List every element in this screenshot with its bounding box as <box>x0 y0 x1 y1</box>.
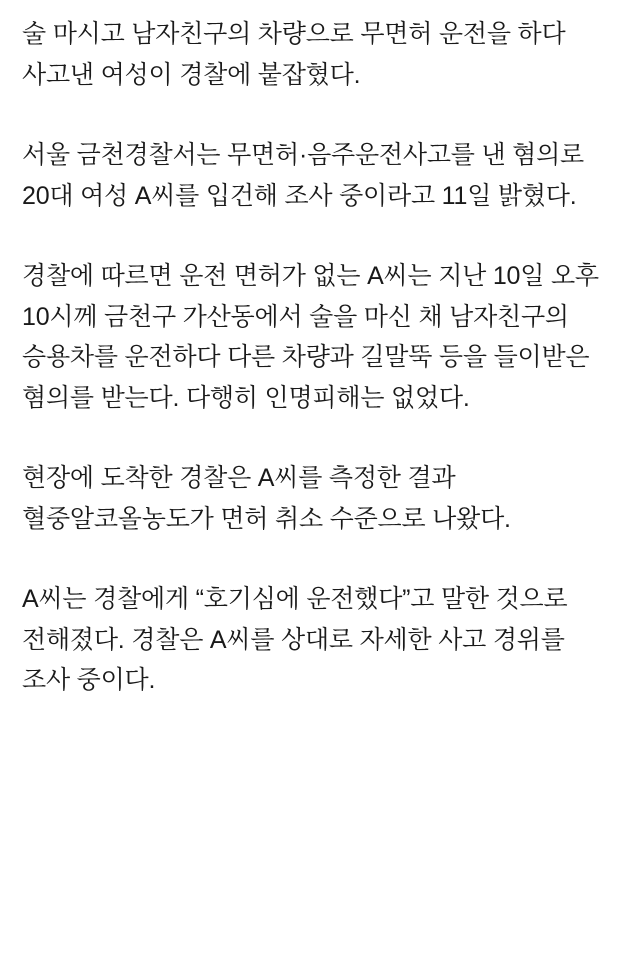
article-paragraph: 서울 금천경찰서는 무면허·음주운전사고를 낸 혐의로 20대 여성 A씨를 입건해 조사 중이라고 11일 밝혔다. <box>22 141 591 210</box>
article-paragraph: 술 마시고 남자친구의 차량으로 무면허 운전을 하다 사고낸 여성이 경찰에 붙잡혔다. <box>22 20 573 89</box>
article-paragraph: 경찰에 따르면 운전 면허가 없는 A씨는 지난 10일 오후 10시께 금천구 가산동에서 술을 마신 채 남자친구의 승용차를 운전하다 다른 차량과 길말뚝 등을 들이받은 혐의를 받는다. 다행히 인명피해는 없었다. <box>22 262 606 412</box>
article-paragraph: 현장에 도착한 경찰은 A씨를 측정한 결과 혈중알코올농도가 면허 취소 수준으로 나왔다. <box>22 464 511 533</box>
article-paragraph: A씨는 경찰에게 “호기심에 운전했다”고 말한 것으로 전해졌다. 경찰은 A씨를 상대로 자세한 사고 경위를 조사 중이다. <box>22 585 575 694</box>
